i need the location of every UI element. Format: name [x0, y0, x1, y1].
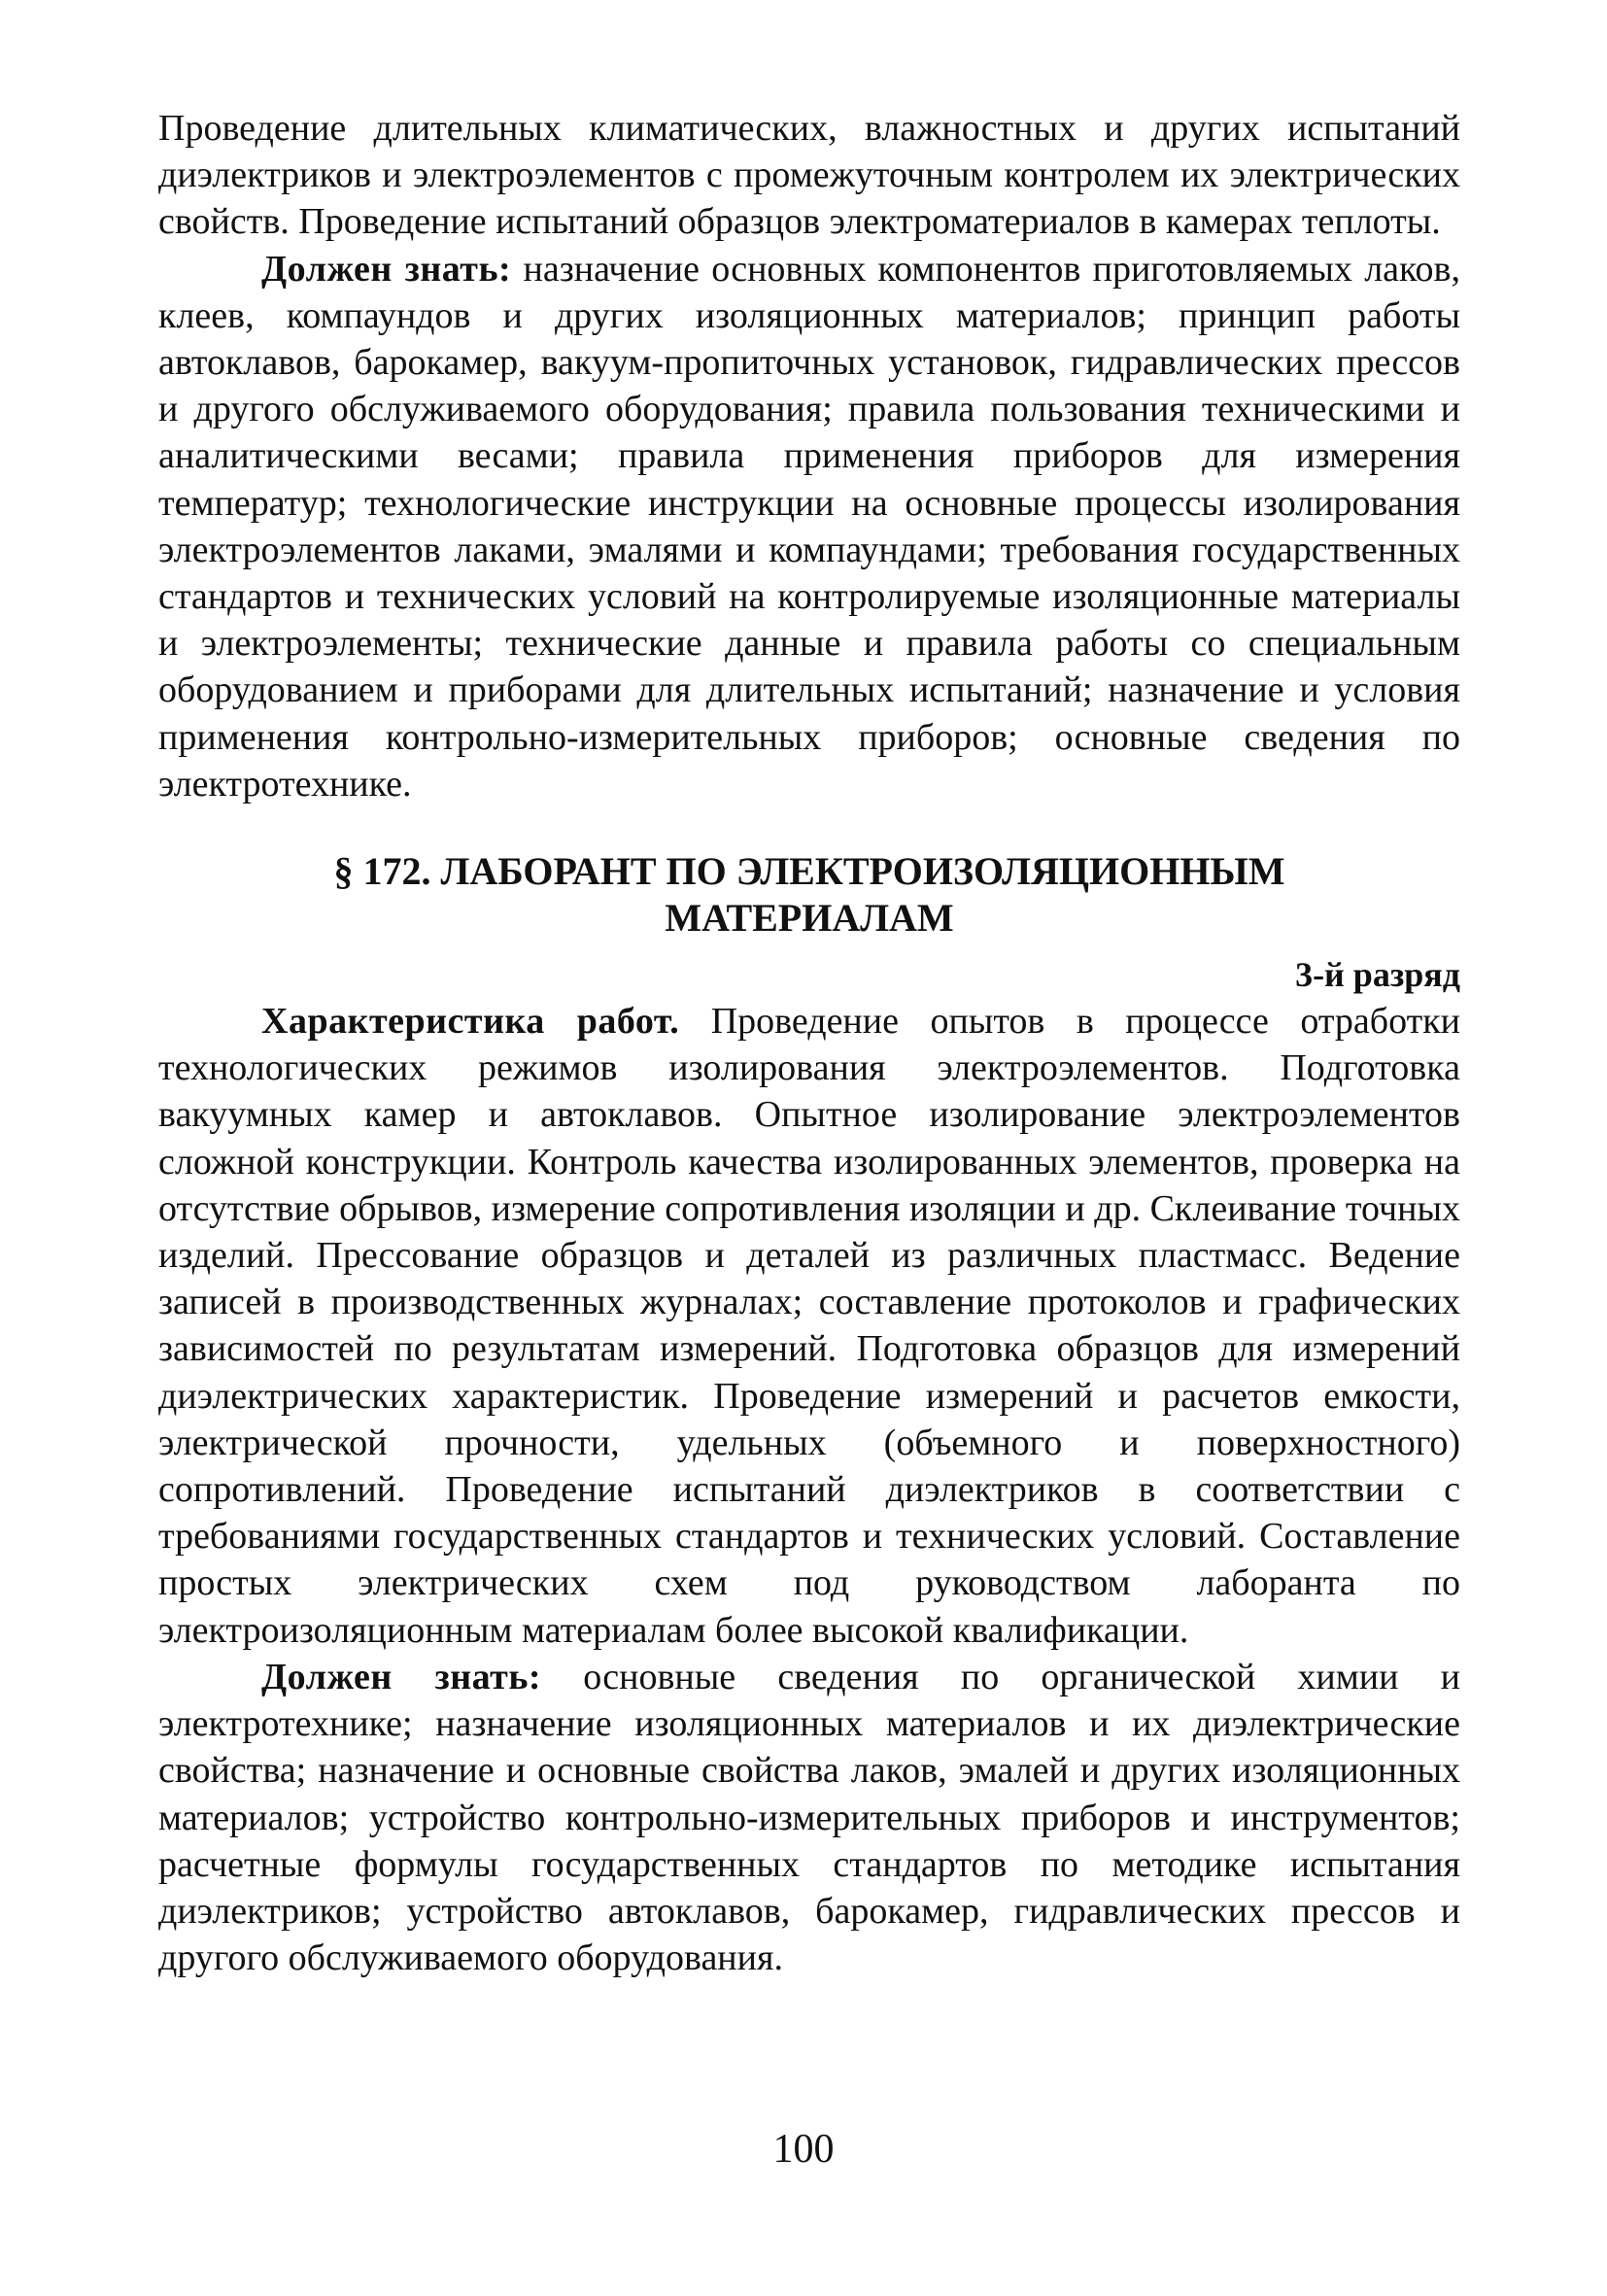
section-heading — [158, 848, 1460, 942]
work-characteristics-label: Характеристика работ. — [261, 1001, 680, 1043]
page-number: 100 — [772, 2127, 835, 2172]
continuation-paragraph: Проведение длительных климатических, влажностных и других испытаний диэлектриков и электроэлементов с промежуточным контролем их электрических свойств. Проведение испытаний образцов электроматериалов в камерах теплоты. — [158, 108, 1460, 243]
knowledge-paragraph — [158, 1654, 1460, 1981]
document-page — [158, 105, 1460, 1981]
grade-label: 3-й разряд — [1295, 955, 1460, 995]
knowledge-label: Должен знать: — [261, 1656, 542, 1697]
work-characteristics-text: Проведение опытов в процессе отработки технологических режимов изолирования электроэлементов. Подготовка вакуумных камер и автоклавов. Опытное изолирование электроэлементов сложной конструкции. Контроль качества изолированных элементов, проверка на отсутствие обрывов, измерение сопротивления изоляции и др. Склеивание точных изделий. Прессование образцов и деталей из различных пластмасс. Ведение записей в производственных журналах; составление протоколов и графических зависимостей по результатам измерений. Подготовка образцов для измерений диэлектрических характеристик. Проведение измерений и расчетов емкости, электрической прочности, удельных (объемного и поверхностного) сопротивлений. Проведение испытаний диэлектриков в соответствии с требованиями государственных стандартов и технических условий. Составление простых электрических схем под руководством лаборанта по электроизоляционным материалам более высокой квалификации. — [158, 1001, 1461, 1651]
knowledge-paragraph-prev — [158, 246, 1460, 807]
section-title-line-2: МАТЕРИАЛАМ — [665, 896, 954, 941]
knowledge-label-prev: Должен знать: — [261, 248, 512, 290]
knowledge-text: основные сведения по органической химии и электротехнике; назначение изоляционных материалов и их диэлектрические свойства; назначение и основные свойства лаков, эмалей и других изоляционных материалов; устройство контрольно-измерительных приборов и инструментов; расчетные формулы государственных стандартов по методике испытания диэлектриков; устройство автоклавов, барокамер, гидравлических прессов и другого обслуживаемого оборудования. — [158, 1656, 1461, 1979]
section-title-line-1: § 172. ЛАБОРАНТ ПО ЭЛЕКТРОИЗОЛЯЦИОННЫМ — [333, 849, 1285, 894]
work-characteristics-paragraph — [158, 998, 1460, 1654]
knowledge-text-prev: назначение основных компонентов приготовляемых лаков, клеев, компаундов и других изоляционных материалов; принцип работы автоклавов, барокамер, вакуум-пропиточных установок, гидравлических прессов и другого обслуживаемого оборудования; правила пользования техническими и аналитическими весами; правила применения приборов для измерения температур; технологические инструкции на основные процессы изолирования электроэлементов лаками, эмалями и компаундами; требования государственных стандартов и технических условий на контролируемые изоляционные материалы и электроэлементы; технические данные и правила работы со специальным оборудованием и приборами для длительных испытаний; назначение и условия применения контрольно-измерительных приборов; основные сведения по электротехнике. — [158, 248, 1460, 805]
